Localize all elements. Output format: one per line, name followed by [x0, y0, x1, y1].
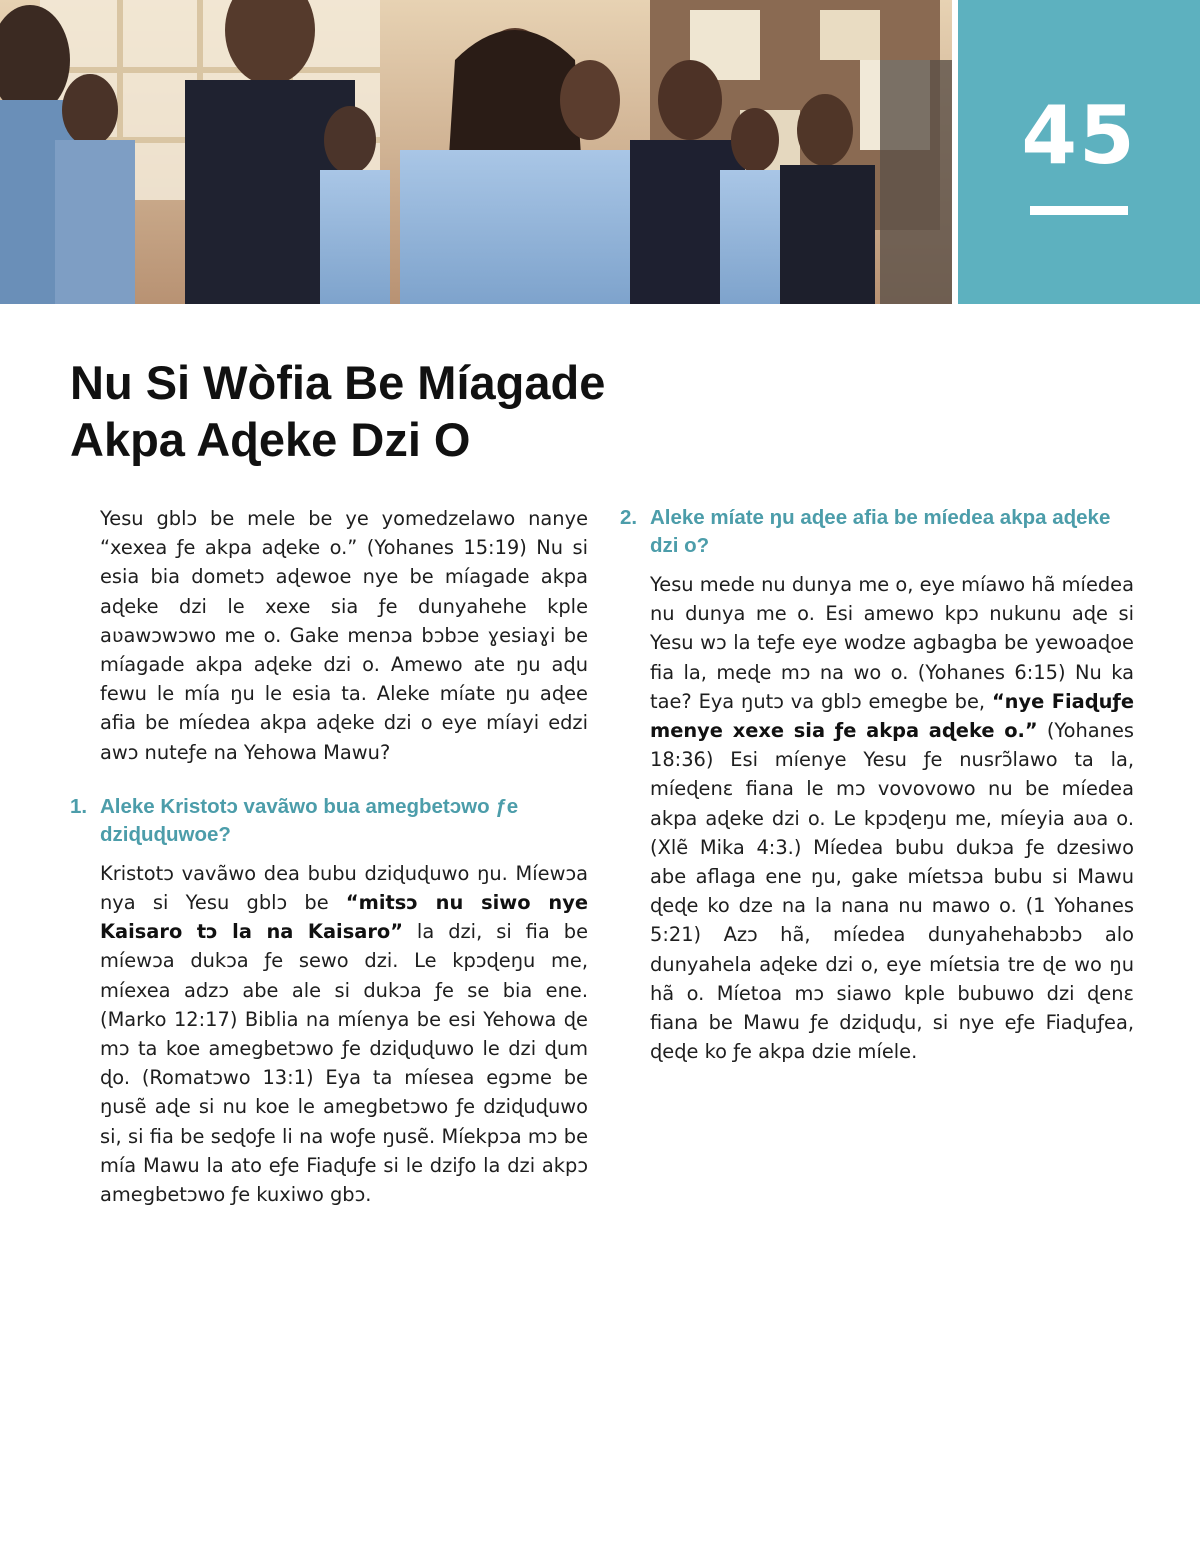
answer-1-paragraph — [100, 859, 588, 1209]
answer-2-paragraph — [650, 570, 1134, 1066]
question-2-number: 2. — [620, 506, 638, 529]
header-photo — [0, 0, 952, 304]
answer-2-bold-quote: “nye Fiaɖuƒe menye xexe sia ƒe akpa aɖeke o.” — [650, 689, 1134, 743]
right-column — [620, 504, 1134, 1066]
question-1-heading — [70, 793, 588, 849]
question-1-number: 1. — [70, 794, 88, 818]
left-column — [70, 504, 588, 1209]
answer-1-bold-quote: “mitsɔ nu siwo nye Kaisaro tɔ la na Kaisaro” — [100, 891, 588, 944]
lesson-number-panel — [958, 0, 1200, 304]
question-2-text: Aleke míate ŋu aɖee afia be míedea akpa aɖeke dzi o? — [650, 506, 1111, 557]
answer-2-text-b: (Yohanes 18:36) Esi míenye Yesu ƒe nusrɔ̃lawo ta la, míeɖenɛ fiana le mɔ vovovowo nu be míedea akpa aɖeke dzi o. Le kpɔɖeŋu me, míeyia aʋa o. (Xlẽ Mika 4:3.) Míedea bubu dukɔa ƒe dzesiwo abe aflaga ene ŋu, gake míetsɔa bubu si Mawu ɖeɖe ko dze na la nana nu mawo o. (1 Yohanes 5:21) Azɔ hã, míedea dunyahehabɔbɔ alo dunyahela aɖeke dzi o, eye míetsia tre ɖe wo ŋu hã o. Míetoa mɔ siawo kple bubuwo dzi ɖenɛ fiana be Mawu ƒe dziɖuɖu, si nye eƒe Fiaɖuƒea, ɖeɖe ko ƒe akpa dzie míele. — [650, 719, 1135, 1064]
question-2-heading — [620, 504, 1134, 560]
question-1-text: Aleke Kristotɔ vavãwo bua amegbetɔwo ƒe dziɖuɖuwoe? — [100, 794, 519, 846]
page-title-line-2: Akpa Aɖeke Dzi O — [70, 413, 471, 466]
answer-1-text-b: la dzi, si fia be míewɔa dukɔa ƒe sewo dzi. Le kpɔɖeŋu me, míexea adzɔ abe ale si dukɔa ƒe se bia ene. (Marko 12:17) Biblia na míenya be esi Yehowa ɖe mɔ ta koe amegbetɔwo ƒe dziɖuɖuwo le dzi ɖum ɖo. (Romatɔwo 13:1) Eya ta míesea egɔme be ŋusẽ aɖe si nu koe le amegbetɔwo ƒe dziɖuɖuwo si, si fia be seɖoƒe li na woƒe ŋusẽ. Míekpɔa mɔ be mía Mawu la ato eƒe Fiaɖuƒe si le dziƒo la dzi akpɔ amegbetɔwo ƒe kuxiwo gbɔ. — [100, 920, 589, 1207]
answer-1-text-a: Kristotɔ vavãwo dea bubu dziɖuɖuwo ŋu. Míewɔa nya si Yesu gblɔ be — [100, 861, 588, 915]
lesson-number: 45 — [1021, 89, 1137, 182]
lesson-number-underline — [1030, 206, 1128, 215]
intro-paragraph: Yesu gblɔ be mele be ye yomedzelawo nanye “xexea ƒe akpa aɖeke o.” (Yohanes 15:19) Nu si esia bia dometɔ aɖewoe nye be míagade akpa aɖeke dzi le xexe sia ƒe dunyahehe kple aʋawɔwɔwo me o. Gake menɔa bɔbɔe ɣesiaɣi be míagade akpa aɖeke dzi o. Amewo ate ŋu aɖu fewu le mía ŋu le esia ta. Aleke míate ŋu aɖee afia be míedea akpa aɖeke dzi o eye míayi edzi awɔ nuteƒe na Yehowa Mawu? — [100, 507, 588, 764]
page-title-line-1: Nu Si Wòfia Be Míagade — [70, 356, 606, 409]
page-title — [70, 354, 890, 468]
answer-2-text-a: Yesu mede nu dunya me o, eye míawo hã míedea nu dunya me o. Esi amewo kpɔ nukunu aɖe si Yesu wɔ la teƒe eye wodze agbagba be yewoaɖoe fia la, meɖe mɔ na wo o. (Yohanes 6:15) Nu ka tae? Eya ŋutɔ va gblɔ emegbe be, — [650, 573, 1134, 713]
students-standing-photo — [0, 0, 952, 304]
